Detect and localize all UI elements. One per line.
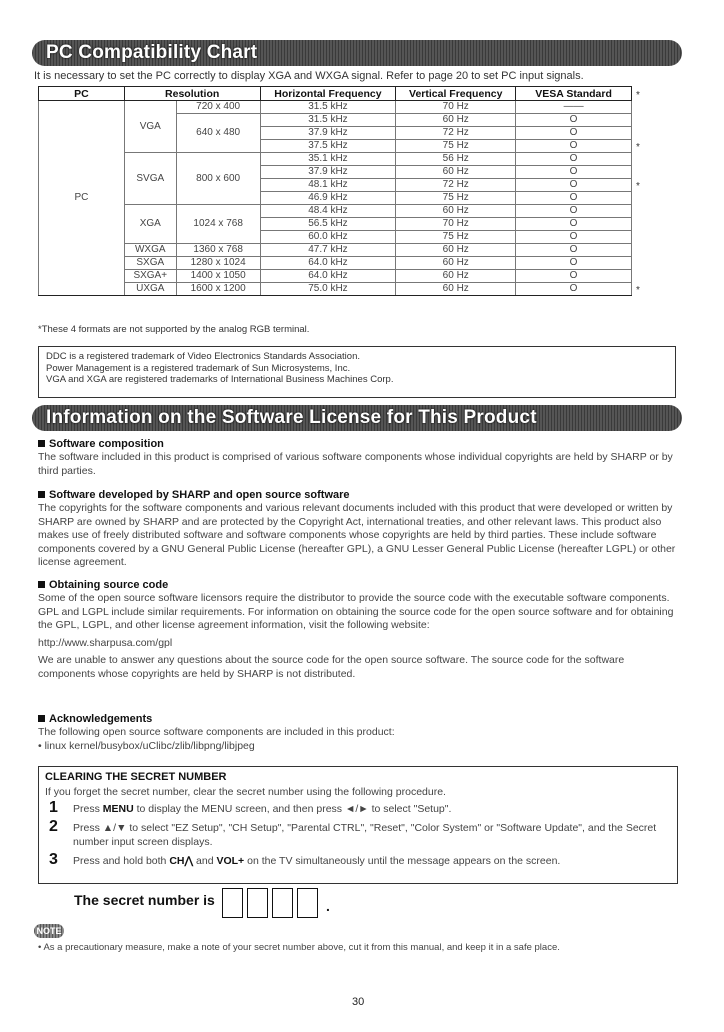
h-freq-cell: 60.0 kHz: [260, 231, 396, 244]
resolution-cell: 1400 x 1050: [176, 270, 260, 283]
square-bullet-icon: [38, 491, 45, 498]
paragraph: The software included in this product is comprised of various software components whose individual copyrights are held by SHARP or by third parties.: [38, 451, 673, 477]
v-freq-cell: 60 Hz: [396, 270, 516, 283]
step-number: 3: [49, 850, 58, 868]
h-freq-cell: 46.9 kHz: [260, 192, 396, 205]
resolution-cell: 1600 x 1200: [176, 283, 260, 296]
h-freq-cell: 31.5 kHz: [260, 101, 396, 114]
subheading: [38, 712, 678, 726]
secret-digit-box[interactable]: [247, 888, 268, 918]
vesa-cell: O: [516, 218, 632, 231]
asterisk-marker: *: [636, 285, 640, 296]
subheading-text: Obtaining source code: [49, 579, 169, 591]
software-composition: [38, 437, 678, 478]
resolution-cell: 640 x 480: [176, 114, 260, 153]
trademark-line: Power Management is a registered trademark of Sun Microsystems, Inc.: [46, 362, 351, 374]
paragraph: The copyrights for the software components and various relevant documents included with this product that were developed or written by SHARP are owned by SHARP and are protected by the Copyright Act, international treaties, and other relevant laws. This product also makes use of freely distributed software and software components whose copyrights are held by third parties. These include software components covered by a GNU General Public License (hereafter GPL), a GNU Lesser General Public License (hereafter LGPL) or other license agreement.: [38, 502, 676, 569]
resolution-cell: 800 x 600: [176, 153, 260, 205]
subheading: [38, 488, 678, 502]
header-pc: PC: [39, 87, 125, 101]
vesa-cell: O: [516, 231, 632, 244]
v-freq-cell: 60 Hz: [396, 205, 516, 218]
square-bullet-icon: [38, 581, 45, 588]
resolution-cell: 1280 x 1024: [176, 257, 260, 270]
vesa-cell: O: [516, 153, 632, 166]
group-cell: UXGA: [124, 283, 176, 296]
vesa-cell: O: [516, 140, 632, 153]
subheading: [38, 437, 678, 451]
header-resolution: Resolution: [124, 87, 260, 101]
step-number: 2: [49, 817, 58, 835]
h-freq-cell: 64.0 kHz: [260, 270, 396, 283]
v-freq-cell: 56 Hz: [396, 153, 516, 166]
header-vesa-standard: VESA Standard: [516, 87, 632, 101]
table-header-row: [39, 87, 632, 101]
v-freq-cell: 75 Hz: [396, 192, 516, 205]
v-freq-cell: 60 Hz: [396, 244, 516, 257]
software-developed: [38, 488, 678, 570]
resolution-cell: 1024 x 768: [176, 205, 260, 244]
subheading: [38, 578, 678, 592]
header-vertical-frequency: Vertical Frequency: [396, 87, 516, 101]
vesa-cell: O: [516, 244, 632, 257]
subheading-text: Software developed by SHARP and open source software: [49, 489, 350, 501]
vesa-cell: O: [516, 205, 632, 218]
banner-title: Information on the Software License for This Product: [46, 407, 537, 428]
step-text: on the TV simultaneously until the message appears on the screen.: [244, 854, 561, 867]
h-freq-cell: 75.0 kHz: [260, 283, 396, 296]
group-cell: SXGA+: [124, 270, 176, 283]
vesa-cell: O: [516, 257, 632, 270]
h-freq-cell: 48.4 kHz: [260, 205, 396, 218]
group-xga: XGA: [124, 205, 176, 244]
box-description: If you forget the secret number, clear the secret number using the following procedure.: [45, 786, 446, 798]
table-row: [39, 270, 632, 283]
h-freq-cell: 48.1 kHz: [260, 179, 396, 192]
clearing-secret-number-box: [38, 766, 678, 884]
vesa-cell: O: [516, 270, 632, 283]
h-freq-cell: 56.5 kHz: [260, 218, 396, 231]
v-freq-cell: 60 Hz: [396, 283, 516, 296]
table-row: [39, 244, 632, 257]
subheading-text: Software composition: [49, 438, 164, 450]
v-freq-cell: 75 Hz: [396, 231, 516, 244]
table-row: [39, 283, 632, 296]
v-freq-cell: 70 Hz: [396, 101, 516, 114]
header-horizontal-frequency: Horizontal Frequency: [260, 87, 396, 101]
table-footnote: *These 4 formats are not supported by the analog RGB terminal.: [38, 324, 310, 335]
h-freq-cell: 37.9 kHz: [260, 127, 396, 140]
asterisk-marker: *: [636, 142, 640, 153]
box-title: CLEARING THE SECRET NUMBER: [45, 771, 227, 783]
secret-digit-box[interactable]: [297, 888, 318, 918]
table-row: [39, 153, 632, 166]
acknowledgements: [38, 712, 678, 753]
h-freq-cell: 31.5 kHz: [260, 114, 396, 127]
asterisk-marker: *: [636, 181, 640, 192]
vesa-cell: O: [516, 114, 632, 127]
pc-compatibility-table: [38, 86, 632, 296]
paragraph: The following open source software components are included in this product:: [38, 726, 395, 738]
subheading-text: Acknowledgements: [49, 713, 153, 725]
vesa-cell: O: [516, 127, 632, 140]
step-text: and: [193, 854, 217, 867]
table-row: [39, 205, 632, 218]
pc-label: PC: [39, 101, 125, 296]
vesa-cell: O: [516, 283, 632, 296]
ch-key-label: CH⋀: [169, 854, 194, 867]
trademark-line: VGA and XGA are registered trademarks of International Business Machines Corp.: [46, 374, 394, 385]
gpl-url-link[interactable]: http://www.sharpusa.com/gpl: [38, 636, 173, 649]
secret-digit-box[interactable]: [272, 888, 293, 918]
note-badge-icon: NOTE: [34, 924, 64, 938]
square-bullet-icon: [38, 715, 45, 722]
h-freq-cell: 37.5 kHz: [260, 140, 396, 153]
step-3: [45, 850, 671, 869]
v-freq-cell: 75 Hz: [396, 140, 516, 153]
group-svga: SVGA: [124, 153, 176, 205]
step-2: [45, 817, 671, 850]
intro-text: It is necessary to set the PC correctly to display XGA and WXGA signal. Refer to page 20 to set PC input signals.: [34, 70, 584, 82]
menu-key-label: MENU: [102, 803, 134, 815]
banner-title: PC Compatibility Chart: [46, 42, 258, 63]
vesa-cell: O: [516, 166, 632, 179]
step-text: Press and hold both: [73, 854, 170, 867]
step-text: Press ▲/▼ to select "EZ Setup", "CH Setup", "Parental CTRL", "Reset", "Color System" or "Software Update", and the Secret number input screen displays.: [73, 821, 657, 848]
table-row: [39, 101, 632, 114]
resolution-cell: 1360 x 768: [176, 244, 260, 257]
h-freq-cell: 35.1 kHz: [260, 153, 396, 166]
vesa-cell: O: [516, 179, 632, 192]
step-number: 1: [49, 799, 58, 816]
square-bullet-icon: [38, 440, 45, 447]
vol-key-label: VOL+: [216, 854, 245, 867]
trademark-line: DDC is a registered trademark of Video Electronics Standards Association.: [46, 351, 361, 362]
trademark-box: [38, 346, 676, 398]
paragraph: We are unable to answer any questions about the source code for the open source software. The source code for the software components whose copyrights are held by SHARP is not distributed.: [38, 654, 625, 680]
group-cell: WXGA: [124, 244, 176, 257]
h-freq-cell: 37.9 kHz: [260, 166, 396, 179]
asterisk-marker: *: [636, 90, 640, 101]
step-text: to display the MENU screen, and then press ◄/► to select "Setup".: [133, 803, 452, 815]
vesa-cell: O: [516, 192, 632, 205]
h-freq-cell: 47.7 kHz: [260, 244, 396, 257]
secret-number-label: The secret number is: [74, 892, 215, 908]
note-text: • As a precautionary measure, make a note of your secret number above, cut it from this manual, and keep it in a safe place.: [38, 942, 560, 953]
v-freq-cell: 60 Hz: [396, 114, 516, 127]
paragraph: Some of the open source software licensors require the distributor to provide the source code with the executable software components. GPL and LGPL include similar requirements. For information on obtaining the source code for the open source software and for obtaining the GPL, LGPL, and other license agreement information, visit the following website:: [38, 592, 674, 632]
v-freq-cell: 70 Hz: [396, 218, 516, 231]
step-1: [45, 799, 671, 817]
secret-digit-box[interactable]: [222, 888, 243, 918]
vesa-cell: ——: [516, 101, 632, 114]
resolution-cell: 720 x 400: [176, 101, 260, 114]
v-freq-cell: 60 Hz: [396, 166, 516, 179]
h-freq-cell: 64.0 kHz: [260, 257, 396, 270]
section-banner-software-license: [32, 405, 682, 431]
section-banner-pc-compatibility: [32, 40, 682, 66]
page-number: 30: [352, 996, 365, 1008]
v-freq-cell: 60 Hz: [396, 257, 516, 270]
table-row: [39, 257, 632, 270]
list-item: • linux kernel/busybox/uClibc/zlib/libpng/libjpeg: [38, 739, 255, 752]
secret-number-period: .: [326, 898, 330, 914]
v-freq-cell: 72 Hz: [396, 179, 516, 192]
step-text: Press: [73, 803, 103, 815]
group-vga: VGA: [124, 101, 176, 153]
v-freq-cell: 72 Hz: [396, 127, 516, 140]
group-cell: SXGA: [124, 257, 176, 270]
obtaining-source-code: [38, 578, 678, 682]
